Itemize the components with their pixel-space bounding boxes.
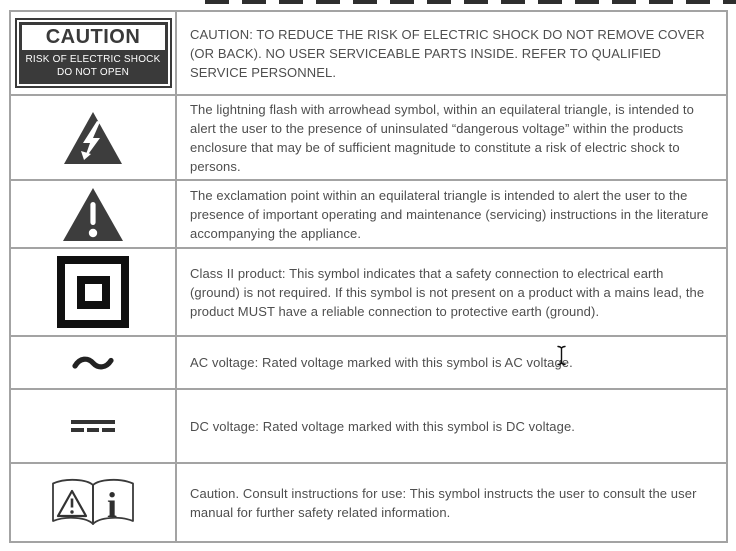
symbol-cell bbox=[11, 96, 177, 181]
description-cell bbox=[177, 390, 726, 464]
row-text: Class II product: This symbol indicates that a safety connection to electrical earth (ground) is not required. If this symbol is not present on a product with a mains lead, the product MUST have a reliable connection to protective earth (ground). bbox=[190, 265, 705, 319]
caution-subtitle-line1: RISK OF ELECTRIC SHOCK bbox=[25, 54, 161, 65]
class-ii-double-square-icon bbox=[57, 256, 129, 328]
caution-title: CAUTION bbox=[22, 25, 165, 50]
description-cell bbox=[177, 96, 726, 181]
cropped-top-dashed-strip bbox=[205, 0, 736, 4]
description-cell bbox=[177, 12, 726, 96]
row-text: The exclamation point within an equilateral triangle is intended to alert the user to the presence of important operating and maintenance (servicing) instructions in the literature accompanying the appliance. bbox=[190, 187, 709, 241]
symbol-cell bbox=[11, 337, 177, 390]
symbol-cell bbox=[11, 249, 177, 337]
symbol-cell bbox=[11, 12, 177, 96]
dc-voltage-icon bbox=[71, 420, 115, 433]
symbol-cell bbox=[11, 464, 177, 541]
svg-text:i: i bbox=[106, 484, 118, 525]
row-text: The lightning flash with arrowhead symbol, within an equilateral triangle, is intended to alert the user to the presence of uninsulated “dangerous voltage” within the products enclosure that may be of sufficient magnitude to constitute a risk of electric shock to persons. bbox=[190, 101, 694, 174]
row-text: CAUTION: TO REDUCE THE RISK OF ELECTRIC SHOCK DO NOT REMOVE COVER (OR BACK). NO USER SERVICEABLE PARTS INSIDE. REFER TO QUALIFIED SERVICE PERSONNEL. bbox=[190, 26, 705, 80]
lightning-flash-triangle-icon bbox=[62, 110, 124, 166]
description-cell bbox=[177, 464, 726, 541]
description-cell bbox=[177, 337, 726, 390]
ac-voltage-tilde-icon bbox=[72, 354, 114, 372]
caution-subtitle-line2: DO NOT OPEN bbox=[56, 66, 130, 78]
row-text: AC voltage: Rated voltage marked with this symbol is AC voltage. bbox=[190, 355, 573, 370]
symbol-cell bbox=[11, 181, 177, 249]
safety-symbols-table bbox=[9, 10, 728, 543]
row-text: DC voltage: Rated voltage marked with this symbol is DC voltage. bbox=[190, 418, 576, 434]
symbol-cell bbox=[11, 390, 177, 464]
caution-plate bbox=[15, 18, 172, 88]
exclamation-triangle-icon bbox=[61, 186, 125, 243]
row-text: Caution. Consult instructions for use: This symbol instructs the user to consult the user manual for further safety related information. bbox=[190, 485, 697, 520]
text-cursor-ibeam bbox=[555, 345, 568, 366]
consult-manual-book-icon bbox=[48, 476, 138, 530]
description-cell bbox=[177, 249, 726, 337]
description-cell bbox=[177, 181, 726, 249]
